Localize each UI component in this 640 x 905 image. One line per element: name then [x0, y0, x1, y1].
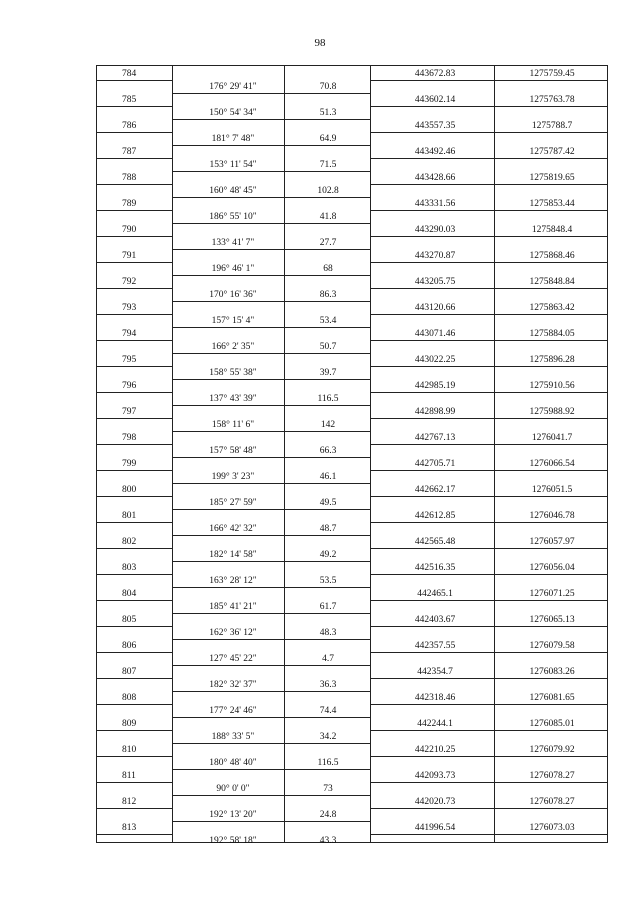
row-separator	[370, 834, 608, 835]
row-separator	[172, 613, 370, 614]
point-number: 793	[122, 303, 137, 313]
segment-length: 41.8	[319, 212, 337, 222]
direction-angle: 177° 24' 46"	[209, 706, 257, 716]
row-separator	[172, 509, 370, 510]
direction-angle: 153° 11' 54"	[209, 160, 257, 170]
x-coordinate: 443428.66	[414, 173, 456, 183]
segment-length: 39.7	[319, 368, 337, 378]
row-separator	[96, 704, 172, 705]
segment-length: 49.2	[319, 550, 337, 560]
direction-angle: 158° 55' 38"	[209, 368, 257, 378]
row-separator	[96, 236, 172, 237]
x-coordinate: 443290.03	[414, 225, 456, 235]
row-separator	[96, 756, 172, 757]
row-separator	[370, 652, 608, 653]
row-separator	[370, 288, 608, 289]
row-separator	[370, 626, 608, 627]
y-coordinate: 1275910.56	[529, 381, 575, 391]
x-coordinate: 442705.71	[414, 459, 456, 469]
row-separator	[96, 470, 172, 471]
segment-length: 48.7	[319, 524, 337, 534]
point-number: 812	[122, 797, 137, 807]
segment-length: 71.5	[319, 160, 337, 170]
x-coordinate: 442020.73	[414, 797, 456, 807]
row-separator	[96, 600, 172, 601]
row-separator	[172, 587, 370, 588]
row-separator	[96, 730, 172, 731]
direction-angle: 196° 46' 1"	[211, 264, 255, 274]
row-separator	[96, 106, 172, 107]
row-separator	[370, 470, 608, 471]
row-separator	[370, 548, 608, 549]
segment-length: 53.4	[319, 316, 337, 326]
x-coordinate: 442465.1	[417, 589, 453, 599]
row-separator	[172, 665, 370, 666]
x-coordinate: 442354.7	[417, 667, 453, 677]
row-separator	[96, 678, 172, 679]
x-coordinate: 442318.46	[414, 693, 456, 703]
x-coordinate: 442403.67	[414, 615, 456, 625]
row-separator	[96, 340, 172, 341]
x-coordinate: 442662.17	[414, 485, 456, 495]
x-coordinate: 442516.35	[414, 563, 456, 573]
segment-length: 36.3	[319, 680, 337, 690]
row-separator	[96, 522, 172, 523]
direction-angle: 186° 55' 10"	[209, 212, 257, 222]
row-separator	[370, 262, 608, 263]
point-number: 798	[122, 433, 137, 443]
row-separator	[172, 353, 370, 354]
x-coordinate: 442244.1	[417, 719, 453, 729]
row-separator	[172, 145, 370, 146]
y-coordinate: 1275819.65	[529, 173, 575, 183]
row-separator	[172, 197, 370, 198]
y-coordinate: 1275896.28	[529, 355, 575, 365]
y-coordinate: 1276083.26	[529, 667, 575, 677]
row-separator	[172, 457, 370, 458]
direction-angle: 137° 43' 39"	[209, 394, 257, 404]
row-separator	[370, 678, 608, 679]
point-number: 792	[122, 277, 137, 287]
row-separator	[172, 301, 370, 302]
coordinates-table	[96, 65, 608, 846]
y-coordinate: 1276079.92	[529, 745, 575, 755]
row-separator	[370, 236, 608, 237]
segment-length: 50.7	[319, 342, 337, 352]
direction-angle: 163° 28' 12"	[209, 576, 257, 586]
point-number: 799	[122, 459, 137, 469]
segment-length: 102.8	[317, 186, 339, 196]
y-coordinate: 1275853.44	[529, 199, 575, 209]
row-separator	[172, 223, 370, 224]
row-separator	[96, 782, 172, 783]
x-coordinate: 443331.56	[414, 199, 456, 209]
row-separator	[172, 639, 370, 640]
row-separator	[96, 652, 172, 653]
row-separator	[370, 418, 608, 419]
point-number: 787	[122, 147, 137, 157]
table-column-line	[96, 65, 97, 843]
segment-length: 74.4	[319, 706, 337, 716]
x-coordinate: 442210.25	[414, 745, 456, 755]
row-separator	[96, 496, 172, 497]
direction-angle: 185° 27' 59"	[209, 498, 257, 508]
y-coordinate: 1276057.97	[529, 537, 575, 547]
x-coordinate: 442985.19	[414, 381, 456, 391]
segment-length: 64.9	[319, 134, 337, 144]
point-number: 813	[122, 823, 137, 833]
row-separator	[370, 444, 608, 445]
point-number: 795	[122, 355, 137, 365]
x-coordinate: 442612.85	[414, 511, 456, 521]
row-separator	[172, 405, 370, 406]
point-number: 805	[122, 615, 137, 625]
row-separator	[370, 522, 608, 523]
row-separator	[370, 392, 608, 393]
row-separator	[96, 262, 172, 263]
row-separator	[172, 275, 370, 276]
segment-length: 68	[323, 264, 333, 274]
row-separator	[96, 314, 172, 315]
y-coordinate: 1276078.27	[529, 771, 575, 781]
point-number: 803	[122, 563, 137, 573]
segment-length: 53.5	[319, 576, 337, 586]
row-separator	[172, 795, 370, 796]
row-separator	[172, 171, 370, 172]
y-coordinate: 1276056.04	[529, 563, 575, 573]
y-coordinate: 1275848.4	[531, 225, 573, 235]
direction-angle: 176° 29' 41"	[209, 82, 257, 92]
row-separator	[370, 184, 608, 185]
row-separator	[96, 366, 172, 367]
point-number: 791	[122, 251, 137, 261]
row-separator	[370, 730, 608, 731]
row-separator	[96, 626, 172, 627]
y-coordinate: 1276081.65	[529, 693, 575, 703]
point-number: 810	[122, 745, 137, 755]
segment-length: 61.7	[319, 602, 337, 612]
segment-length: 116.5	[317, 758, 339, 768]
row-separator	[96, 132, 172, 133]
row-separator	[370, 366, 608, 367]
point-number: 784	[122, 69, 137, 79]
y-coordinate: 1276051.5	[531, 485, 573, 495]
row-separator	[370, 158, 608, 159]
y-coordinate: 1276078.27	[529, 797, 575, 807]
x-coordinate: 442357.55	[414, 641, 456, 651]
row-separator	[370, 106, 608, 107]
segment-length: 49.5	[319, 498, 337, 508]
y-coordinate: 1276066.54	[529, 459, 575, 469]
row-separator	[96, 392, 172, 393]
segment-length: 27.7	[319, 238, 337, 248]
row-separator	[172, 483, 370, 484]
row-separator	[172, 119, 370, 120]
row-separator	[172, 93, 370, 94]
direction-angle: 157° 15' 4"	[211, 316, 255, 326]
y-coordinate: 1276085.01	[529, 719, 575, 729]
row-separator	[370, 574, 608, 575]
row-separator	[370, 782, 608, 783]
table-column-line	[172, 65, 173, 843]
segment-length: 73	[323, 784, 333, 794]
row-separator	[172, 431, 370, 432]
point-number: 800	[122, 485, 137, 495]
y-coordinate: 1276065.13	[529, 615, 575, 625]
x-coordinate: 443120.66	[414, 303, 456, 313]
direction-angle: 192° 13' 20"	[209, 810, 257, 820]
row-separator	[172, 249, 370, 250]
segment-length: 116.5	[317, 394, 339, 404]
x-coordinate: 443205.75	[414, 277, 456, 287]
direction-angle: 127° 45' 22"	[209, 654, 257, 664]
y-coordinate: 1275848.84	[529, 277, 575, 287]
direction-angle: 185° 41' 21"	[209, 602, 257, 612]
row-separator	[172, 821, 370, 822]
x-coordinate: 443270.87	[414, 251, 456, 261]
y-coordinate: 1275868.46	[529, 251, 575, 261]
direction-angle: 162° 36' 12"	[209, 628, 257, 638]
table-border-line	[96, 65, 608, 66]
row-separator	[96, 444, 172, 445]
point-number: 789	[122, 199, 137, 209]
x-coordinate: 442898.99	[414, 407, 456, 417]
point-number: 806	[122, 641, 137, 651]
segment-length: 43.3	[319, 836, 337, 846]
x-coordinate: 443557.35	[414, 121, 456, 131]
row-separator	[96, 158, 172, 159]
x-coordinate: 442093.73	[414, 771, 456, 781]
y-coordinate: 1275788.7	[531, 121, 573, 131]
direction-angle: 181° 7' 48"	[211, 134, 255, 144]
direction-angle: 180° 48' 40"	[209, 758, 257, 768]
x-coordinate: 443492.46	[414, 147, 456, 157]
x-coordinate: 443071.46	[414, 329, 456, 339]
row-separator	[172, 535, 370, 536]
row-separator	[96, 210, 172, 211]
direction-angle: 150° 54' 34"	[209, 108, 257, 118]
row-separator	[96, 548, 172, 549]
table-column-line	[370, 65, 371, 843]
direction-angle: 133° 41' 7"	[211, 238, 255, 248]
row-separator	[172, 717, 370, 718]
segment-length: 86.3	[319, 290, 337, 300]
row-separator	[96, 808, 172, 809]
segment-length: 4.7	[322, 654, 334, 664]
row-separator	[172, 379, 370, 380]
row-separator	[96, 80, 172, 81]
point-number: 790	[122, 225, 137, 235]
direction-angle: 90° 0' 0"	[216, 784, 250, 794]
row-separator	[172, 743, 370, 744]
row-separator	[172, 327, 370, 328]
direction-angle: 166° 2' 35"	[211, 342, 255, 352]
row-separator	[96, 418, 172, 419]
row-separator	[370, 808, 608, 809]
segment-length: 34.2	[319, 732, 337, 742]
row-separator	[370, 600, 608, 601]
segment-length: 48.3	[319, 628, 337, 638]
direction-angle: 182° 32' 37"	[209, 680, 257, 690]
direction-angle: 158° 11' 6"	[211, 420, 255, 430]
row-separator	[172, 561, 370, 562]
direction-angle: 182° 14' 58"	[209, 550, 257, 560]
y-coordinate: 1276079.58	[529, 641, 575, 651]
segment-length: 46.1	[319, 472, 337, 482]
point-number: 802	[122, 537, 137, 547]
x-coordinate: 441996.54	[414, 823, 456, 833]
x-coordinate: 443672.83	[414, 69, 456, 79]
y-coordinate: 1275787.42	[529, 147, 575, 157]
point-number: 785	[122, 95, 137, 105]
row-separator	[370, 314, 608, 315]
y-coordinate: 1275763.78	[529, 95, 575, 105]
segment-length: 51.3	[319, 108, 337, 118]
point-number: 809	[122, 719, 137, 729]
y-coordinate: 1275759.45	[529, 69, 575, 79]
x-coordinate: 442767.13	[414, 433, 456, 443]
row-separator	[172, 691, 370, 692]
row-separator	[370, 210, 608, 211]
y-coordinate: 1275863.42	[529, 303, 575, 313]
direction-angle: 199° 3' 23"	[211, 472, 255, 482]
segment-length: 24.8	[319, 810, 337, 820]
table-column-line	[607, 65, 608, 843]
direction-angle: 157° 58' 48"	[209, 446, 257, 456]
segment-length: 66.3	[319, 446, 337, 456]
direction-angle: 160° 48' 45"	[209, 186, 257, 196]
y-coordinate: 1276046.78	[529, 511, 575, 521]
segment-length: 70.8	[319, 82, 337, 92]
y-coordinate: 1276071.25	[529, 589, 575, 599]
point-number: 808	[122, 693, 137, 703]
y-coordinate: 1276073.03	[529, 823, 575, 833]
row-separator	[370, 132, 608, 133]
row-separator	[172, 769, 370, 770]
direction-angle: 188° 33' 5"	[211, 732, 255, 742]
direction-angle: 192° 58' 18"	[209, 836, 257, 846]
y-coordinate: 1275884.05	[529, 329, 575, 339]
row-separator	[370, 704, 608, 705]
table-column-line	[494, 65, 495, 843]
row-separator	[96, 184, 172, 185]
x-coordinate: 443022.25	[414, 355, 456, 365]
row-separator	[370, 496, 608, 497]
row-separator	[96, 834, 172, 835]
point-number: 804	[122, 589, 137, 599]
point-number: 797	[122, 407, 137, 417]
page-number: 98	[314, 37, 326, 49]
point-number: 794	[122, 329, 137, 339]
y-coordinate: 1276041.7	[531, 433, 573, 443]
row-separator	[96, 574, 172, 575]
point-number: 807	[122, 667, 137, 677]
row-separator	[96, 288, 172, 289]
y-coordinate: 1275988.92	[529, 407, 575, 417]
direction-angle: 166° 42' 32"	[209, 524, 257, 534]
point-number: 788	[122, 173, 137, 183]
row-separator	[370, 80, 608, 81]
direction-angle: 170° 16' 36"	[209, 290, 257, 300]
x-coordinate: 443602.14	[414, 95, 456, 105]
point-number: 811	[122, 771, 136, 781]
row-separator	[370, 340, 608, 341]
point-number: 796	[122, 381, 137, 391]
point-number: 801	[122, 511, 137, 521]
row-separator	[370, 756, 608, 757]
x-coordinate: 442565.48	[414, 537, 456, 547]
point-number: 786	[122, 121, 137, 131]
segment-length: 142	[320, 420, 336, 430]
